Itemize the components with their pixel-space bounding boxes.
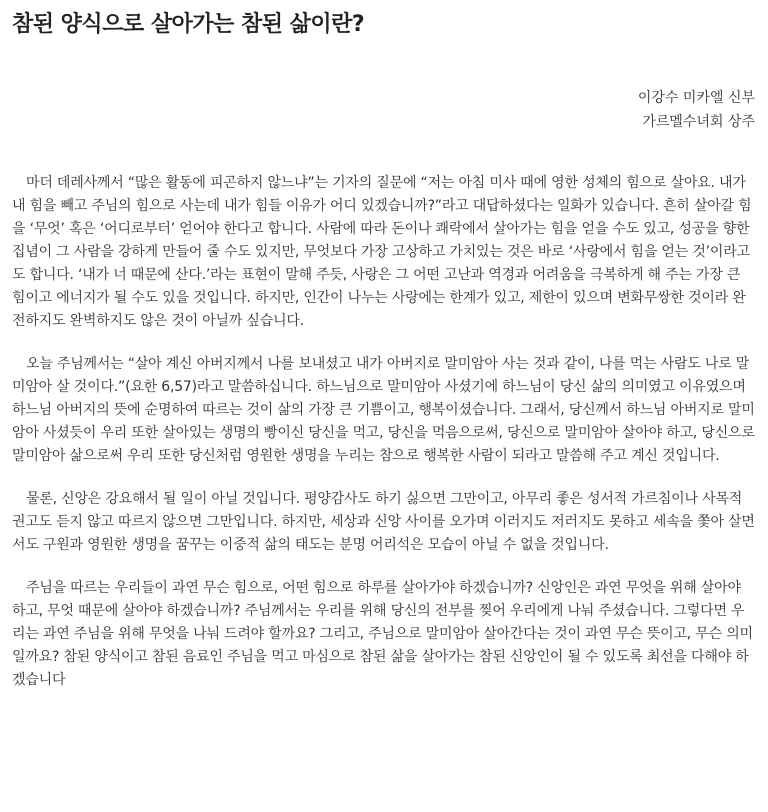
- page-title: 참된 양식으로 살아가는 참된 삶이란?: [12, 12, 365, 37]
- paragraph-3: 물론, 신앙은 강요해서 될 일이 아닐 것입니다. 평양감사도 하기 싫으면 그만이고, 아무리 좋은 성서적 가르침이나 사목적 권고도 듣지 않고 따르지 않으면 그만입니다. 하지만, 세상과 신앙 사이를 오가며 이러지도 저러지도 못하고 세속을 쫓아 살면서도 구원과 영원한 생명을 꿈꾸는 이중적 삶의 태도는 분명 어리석은 모습이 아닐 수 없을 것입니다.: [12, 491, 755, 553]
- article-body: [12, 172, 756, 692]
- paragraph-4: 주님을 따르는 우리들이 과연 무슨 힘으로, 어떤 힘으로 하루를 살아가야 하겠습니까? 신앙인은 과연 무엇을 위해 살아야 하고, 무엇 때문에 살아야 하겠습니까? 주님께서는 우리를 위해 당신의 전부를 찢어 우리에게 나눠 주셨습니다. 그렇다면 우리는 과연 주님을 위해 무엇을 나눠 드려야 할까요? 그리고, 주님으로 말미암아 살아간다는 것이 과연 무슨 뜻이고, 무슨 의미일까요? 참된 양식이고 참된 음료인 주님을 먹고 마심으로 참된 삶을 살아가는 참된 신앙인이 될 수 있도록 최선을 다해야 하겠습니다: [12, 580, 753, 688]
- author-name: 이강수 미카엘 신부: [637, 90, 755, 106]
- paragraph-2: 오늘 주님께서는 “살아 계신 아버지께서 나를 보내셨고 내가 아버지로 말미암아 사는 것과 같이, 나를 먹는 사람도 나로 말미암아 살 것이다.”(요한 6,57)라고 말씀하십니다. 하느님으로 말미암아 사셨기에 하느님이 당신 삶의 의미였고 이유였으며 하느님 아버지의 뜻에 순명하여 따르는 것이 삶의 가장 큰 기쁨이고, 행복이셨습니다. 그래서, 당신께서 하느님 아버지로 말미암아 사셨듯이 우리 또한 살아있는 생명의 빵이신 당신을 먹고, 당신을 먹음으로써, 당신으로 말미암아 살아야 하고, 당신으로 말미암아 삶으로써 우리 또한 당신처럼 영원한 생명을 누리는 참으로 행복한 사람이 되라고 말씀해 주고 계신 것입니다.: [12, 356, 755, 464]
- author-block: [12, 86, 756, 134]
- paragraph-1: 마더 데레사께서 “많은 활동에 피곤하지 않느냐”는 기자의 질문에 “저는 아침 미사 때에 영한 성체의 힘으로 살아요. 내가 내 힘을 빼고 주님의 힘으로 사는데 내가 힘들 이유가 어디 있겠습니까?”라고 대답하셨다는 일화가 있습니다. 흔히 살아갈 힘을 ‘무엇’ 혹은 ‘어디로부터’ 얻어야 한다고 합니다. 사람에 따라 돈이나 쾌락에서 살아가는 힘을 얻을 수도 있고, 성공을 향한 집념이 그 사람을 강하게 만들어 줄 수도 있지만, 무엇보다 가장 고상하고 가치있는 것은 바로 ‘사랑에서 힘을 얻는 것’이라고도 합니다. ‘내가 너 때문에 산다.’라는 표현이 말해 주듯, 사랑은 그 어떤 고난과 역경과 어려움을 극복하게 해 주는 가장 큰 힘이고 에너지가 될 수도 있을 것입니다. 하지만, 인간이 나누는 사랑에는 한계가 있고, 제한이 있으며 변화무쌍한 것이라 완전하지도 완벽하지도 않은 것이 아닐까 싶습니다.: [12, 175, 752, 329]
- author-affiliation: 가르멜수녀회 상주: [642, 114, 755, 130]
